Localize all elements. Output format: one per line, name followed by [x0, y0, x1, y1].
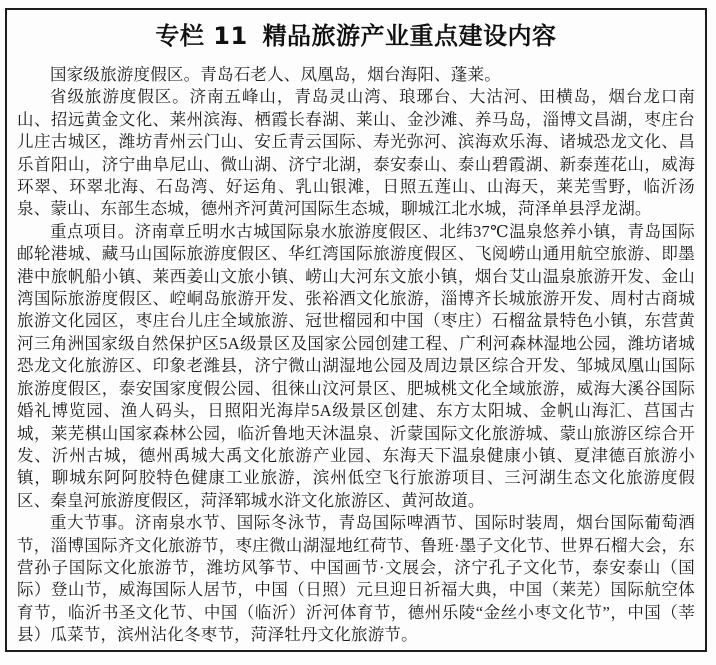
paragraph-key-projects: 重点项目。济南章丘明水古城国际泉水旅游度假区、北纬37℃温泉悠养小镇，青岛国际邮轮港城、藏马山国际旅游度假区、华红湾国际旅游度假区、飞阅崂山通用航空旅游、即墨港中旅帆船小镇、莱西姜山文旅小镇、崂山大河东文旅小镇，烟台艾山温泉旅游开发、金山湾国际旅游度假区、崆峒岛旅游开发、张裕酒文化旅游，淄博齐长城旅游开发、周村古商城旅游文化园区，枣庄台儿庄全域旅游、冠世榴园和中国（枣庄）石榴盆景特色小镇，东营黄河三角洲国家级自然保护区5A级景区及国家公园创建工程、广利河森林湿地公园，潍坊诸城恐龙文化旅游区、印象老潍县，济宁微山湖湿地公园及周边景区综合开发、邹城凤凰山国际旅游度假区，泰安国家度假公园、徂徕山汶河景区、肥城桃文化全域旅游，威海大溪谷国际婚礼博览园、渔人码头，日照阳光海岸5A级景区创建、东方太阳城、金帆山海汇、莒国古城，莱芜棋山国家森林公园，临沂鲁地天沐温泉、沂蒙国际文化旅游城、蒙山旅游区综合开发、沂州古城，德州禹城大禹文化旅游产业园、东海天下温泉健康小镇、夏津德百旅游小镇，聊城东阿阿胶特色健康工业旅游，滨州低空飞行旅游项目、三河湖生态文化旅游度假区、秦皇河旅游度假区，菏泽郓城水浒文化旅游区、黄河故道。 [17, 221, 695, 510]
column-11-box [5, 8, 707, 652]
paragraph-national-resorts: 国家级旅游度假区。青岛石老人、凤凰岛，烟台海阳、蓬莱。 [50, 65, 501, 84]
paragraph-major-festivals: 重大节事。济南泉水节、国际冬泳节，青岛国际啤酒节、国际时装周，烟台国际葡萄酒节，淄博国际齐文化旅游节，枣庄微山湖湿地红荷节、鲁班·墨子文化节、世界石榴大会，东营孙子国际文化旅游节，潍坊风筝节、中国画节·文展会，济宁孔子文化节，泰安泰山（国际）登山节，威海国际人居节，中国（日照）元旦迎日祈福大典，中国（莱芜）国际航空体育节，临沂书圣文化节、中国（临沂）沂河体育节，德州乐陵“金丝小枣文化节”，中国（莘县）瓜菜节，滨州沾化冬枣节，菏泽牡丹文化旅游节。 [17, 513, 695, 645]
box-title-label: 专栏 11 [155, 22, 248, 50]
paragraph-provincial-resorts: 省级旅游度假区。济南五峰山，青岛灵山湾、琅琊台、大沽河、田横岛，烟台龙口南山、招远黄金文化、莱州滨海、栖霞长春湖、莱山、金沙滩、养马岛，淄博文昌湖，枣庄台儿庄古城区，潍坊青州云门山、安丘青云国际、寿光弥河、滨海欢乐海、诸城恐龙文化、昌乐首阳山，济宁曲阜尼山、微山湖、济宁北湖，泰安泰山、泰山碧霞湖、新泰莲花山，威海环翠、环翠北海、石岛湾、好运角、乳山银滩，日照五莲山、山海天，莱芜雪野，临沂汤泉、蒙山、东部生态城，德州齐河黄河国际生态城，聊城江北水城，菏泽单县浮龙湖。 [17, 87, 695, 219]
box-title-text: 精品旅游产业重点建设内容 [262, 22, 557, 50]
box-body [17, 64, 695, 647]
box-title [17, 22, 695, 50]
